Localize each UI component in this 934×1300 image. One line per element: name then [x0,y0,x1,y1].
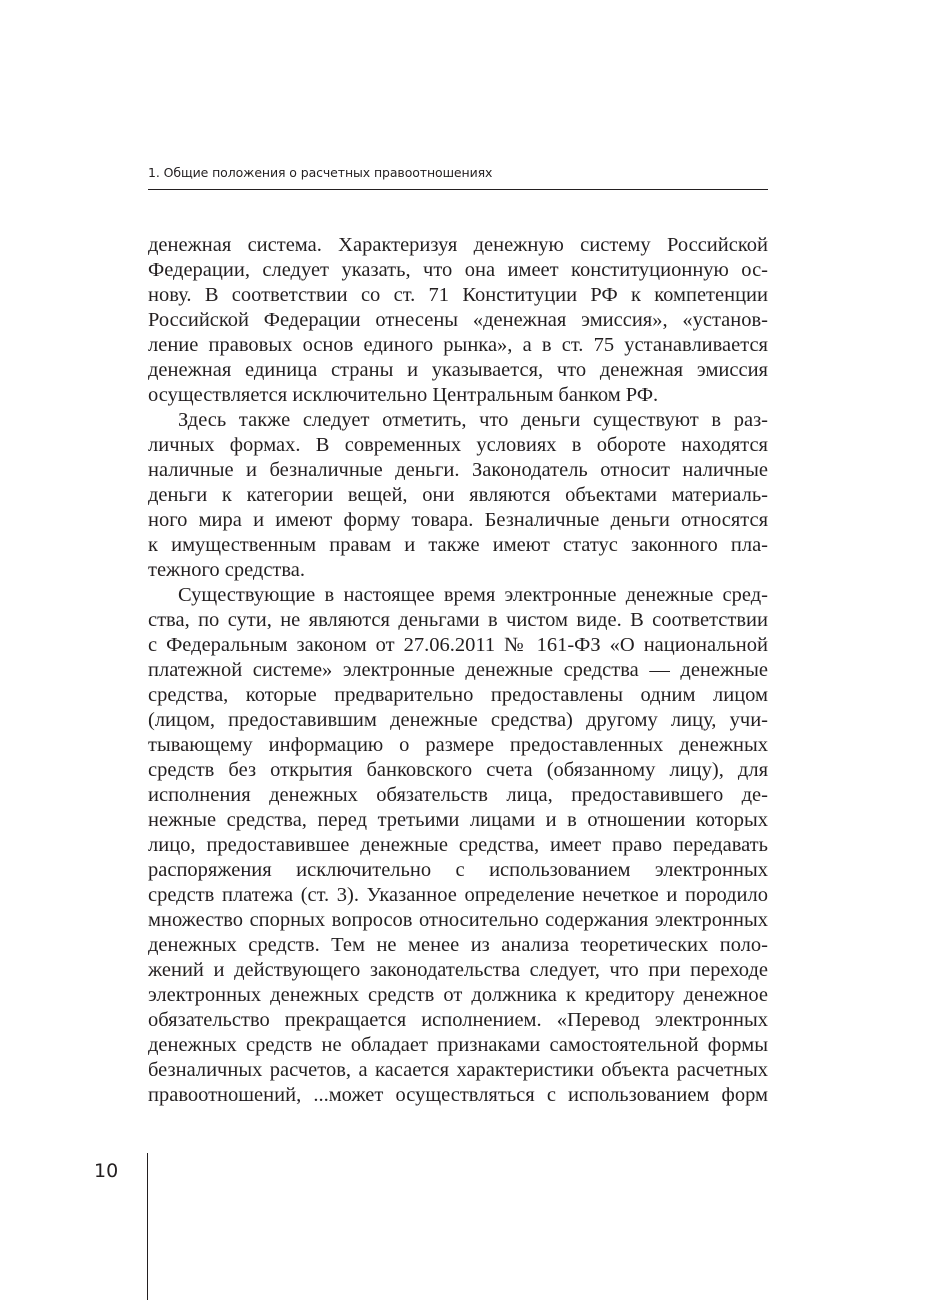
text-line: денежная единица страны и указывается, что денежная эмиссия [148,359,768,381]
text-line: электронных денежных средств от должника к кредитору денежное [148,984,768,1006]
text-line: (лицом, предоставившим денежные средства) другому лицу, учи- [148,709,768,731]
text-line: средства, которые предварительно предоставлены одним лицом [148,684,768,706]
text-line: жений и действующего законодательства следует, что при переходе [148,959,768,981]
text-line: нову. В соответствии со ст. 71 Конституции РФ к компетенции [148,284,768,306]
text-line: Здесь также следует отметить, что деньги существуют в раз- [178,409,768,431]
running-header-title: 1. Общие положения о расчетных правоотношениях [148,165,493,180]
text-line: Российской Федерации отнесены «денежная эмиссия», «установ- [148,309,768,331]
paragraph-2 [148,408,768,583]
text-line: тежного средства. [148,559,306,581]
text-line: безналичных расчетов, а касается характеристики объекта расчетных [148,1059,768,1081]
text-line: Существующие в настоящее время электронные денежные сред- [178,584,768,606]
text-line: к имущественным правам и также имеют статус законного пла- [148,534,768,556]
text-line: лицо, предоставившее денежные средства, имеет право передавать [148,834,768,856]
text-line: денежная система. Характеризуя денежную систему Российской [148,234,768,256]
text-line: платежной системе» электронные денежные средства — денежные [148,659,768,681]
text-line: нежные средства, перед третьими лицами и в отношении которых [148,809,768,831]
text-line: денежных средств не обладает признаками самостоятельной формы [148,1034,768,1056]
text-line: с Федеральным законом от 27.06.2011 № 161-ФЗ «О национальной [148,634,768,656]
paragraph-1 [148,233,768,408]
text-line: обязательство прекращается исполнением. «Перевод электронных [148,1009,768,1031]
text-line: личных формах. В современных условиях в обороте находятся [148,434,768,456]
paragraph-3 [148,583,768,1108]
text-line: деньги к категории вещей, они являются объектами материаль- [148,484,768,506]
text-line: ного мира и имеют форму товара. Безналичные деньги относятся [148,509,768,531]
text-line: правоотношений, ...может осуществляться с использованием форм [148,1084,768,1106]
text-line: ства, по сути, не являются деньгами в чистом виде. В соответствии [148,609,768,631]
text-line: ление правовых основ единого рынка», а в ст. 75 устанавливается [148,334,768,356]
text-line: множество спорных вопросов относительно содержания электронных [148,909,768,931]
page-body [148,233,768,1108]
text-line: исполнения денежных обязательств лица, предоставившего де- [148,784,768,806]
text-line: наличные и безналичные деньги. Законодатель относит наличные [148,459,768,481]
text-line: средств без открытия банковского счета (обязанному лицу), для [148,759,768,781]
text-line: осуществляется исключительно Центральным банком РФ. [148,384,659,406]
text-line: средств платежа (ст. 3). Указанное определение нечеткое и породило [148,884,768,906]
page-number: 10 [94,1160,119,1182]
header-rule [148,189,768,190]
text-line: тывающему информацию о размере предоставленных денежных [148,734,768,756]
footer-margin-rule [147,1153,148,1300]
text-line: Федерации, следует указать, что она имеет конституционную ос- [148,259,768,281]
text-line: денежных средств. Тем не менее из анализа теоретических поло- [148,934,768,956]
text-line: распоряжения исключительно с использованием электронных [148,859,768,881]
